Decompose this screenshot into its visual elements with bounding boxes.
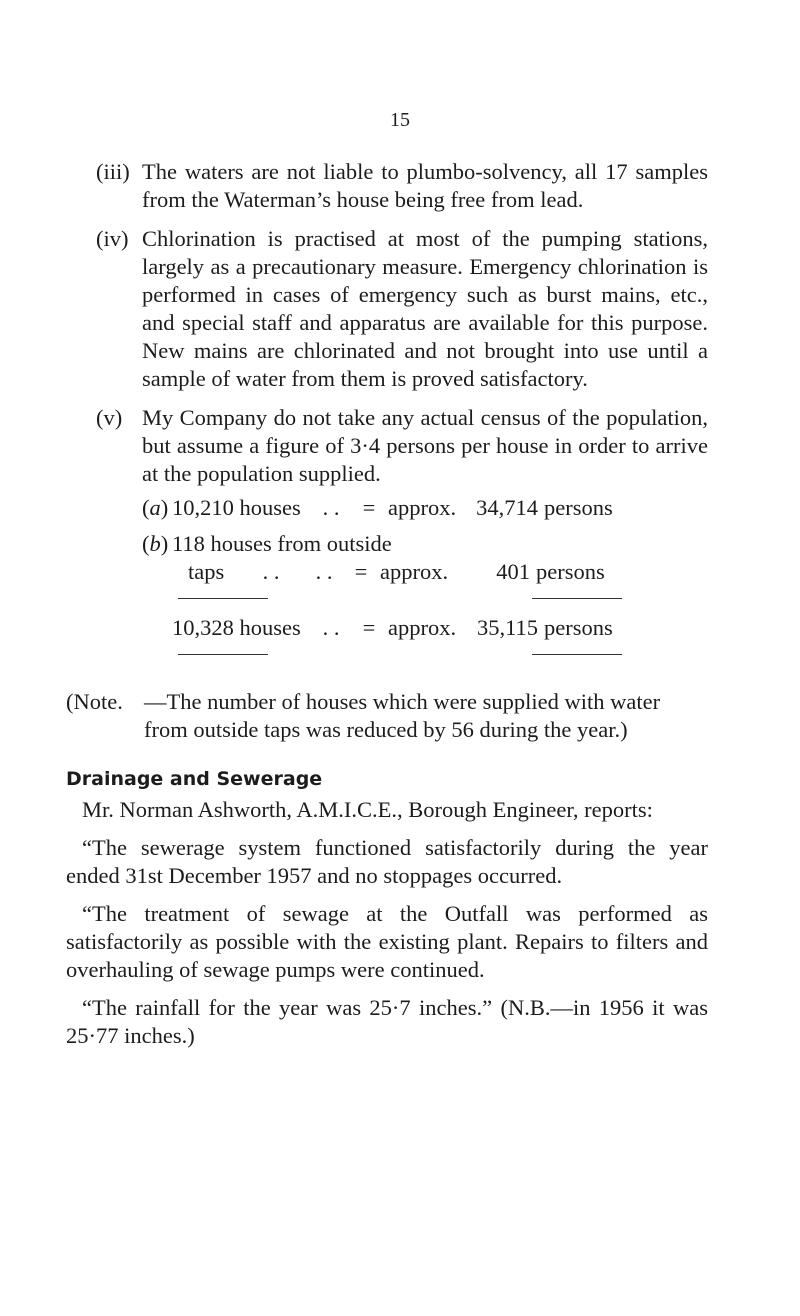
- row-description-line2: taps: [188, 559, 225, 584]
- section-heading: Drainage and Sewerage: [66, 768, 323, 790]
- approx-label: approx.: [380, 559, 449, 584]
- unit-label: persons: [536, 559, 605, 584]
- population-table: [142, 494, 708, 662]
- leader-dots: . .: [315, 559, 333, 584]
- persons-count: 401: [496, 559, 530, 584]
- equals-sign: =: [362, 615, 376, 640]
- leader-dots: . .: [262, 559, 280, 584]
- unit-label: persons: [544, 615, 613, 640]
- total-rules: [142, 650, 708, 662]
- item-text: My Company do not take any actual census of the population, but assume a figure of 3·4 persons per house in order to arrive at the population supplied.: [142, 405, 708, 486]
- table-row-total: [142, 614, 708, 642]
- item-text: The waters are not liable to plumbo-solvency, all 17 samples from the Waterman’s house being free from lead.: [142, 159, 708, 212]
- equals-sign: =: [354, 559, 368, 584]
- equals-sign: =: [362, 495, 376, 520]
- approx-label: approx.: [388, 495, 457, 520]
- approx-label: approx.: [388, 615, 457, 640]
- rule-persons: [532, 598, 622, 599]
- subtotal-rules: [142, 594, 708, 606]
- unit-label: persons: [544, 495, 613, 520]
- note-paragraph: [66, 688, 708, 744]
- note-text: —The number of houses which were supplied with water from outside taps was reduced by 56 during the year.): [144, 689, 661, 742]
- item-text: Chlorination is practised at most of the pumping stations, largely as a precautionary measure. Emergency chlorination is performed in cases of emergency such as burst mains, etc., and special staff and apparatus are available for this purpose. New mains are chlorinated and not brought into use until a sample of water from them is proved satisfactory.: [142, 226, 708, 391]
- item-number: (iii): [96, 159, 130, 184]
- page-content: [66, 158, 708, 1060]
- row-label: (a): [142, 495, 169, 520]
- row-b-line2: [172, 558, 708, 586]
- row-label: (b): [142, 531, 169, 556]
- item-number: (iv): [96, 226, 129, 251]
- row-description-line1: 118 houses from outside: [172, 531, 392, 556]
- rule-persons: [532, 654, 622, 655]
- item-number: (v): [96, 405, 123, 430]
- row-description: 10,210 houses: [172, 495, 301, 520]
- paragraph: “The treatment of sewage at the Outfall was performed as satisfactorily as possible with the existing plant. Repairs to filters and overhauling of sewage pumps were continued.: [66, 901, 708, 982]
- table-row-b: [142, 530, 708, 586]
- rule-houses: [178, 598, 268, 599]
- persons-count: 34,714: [476, 495, 538, 520]
- leader-dots: . .: [322, 615, 340, 640]
- list-item-iii: [96, 158, 708, 214]
- list-item-iv: [96, 225, 708, 393]
- total-description: 10,328 houses: [172, 615, 301, 640]
- note-lead: (Note.: [66, 689, 123, 714]
- list-item-v: [96, 404, 708, 488]
- total-persons-count: 35,115: [476, 615, 538, 640]
- leader-dots: . .: [322, 495, 340, 520]
- page-number: 15: [390, 109, 410, 131]
- row-b-body: [172, 530, 708, 586]
- rule-houses: [178, 654, 268, 655]
- table-row-a: [142, 494, 708, 522]
- paragraph: “The sewerage system functioned satisfactorily during the year ended 31st December 1957 and no stoppages occurred.: [66, 835, 708, 888]
- section-intro: Mr. Norman Ashworth, A.M.I.C.E., Borough Engineer, reports:: [82, 797, 653, 822]
- paragraph: “The rainfall for the year was 25·7 inches.” (N.B.—in 1956 it was 25·77 inches.): [66, 995, 708, 1048]
